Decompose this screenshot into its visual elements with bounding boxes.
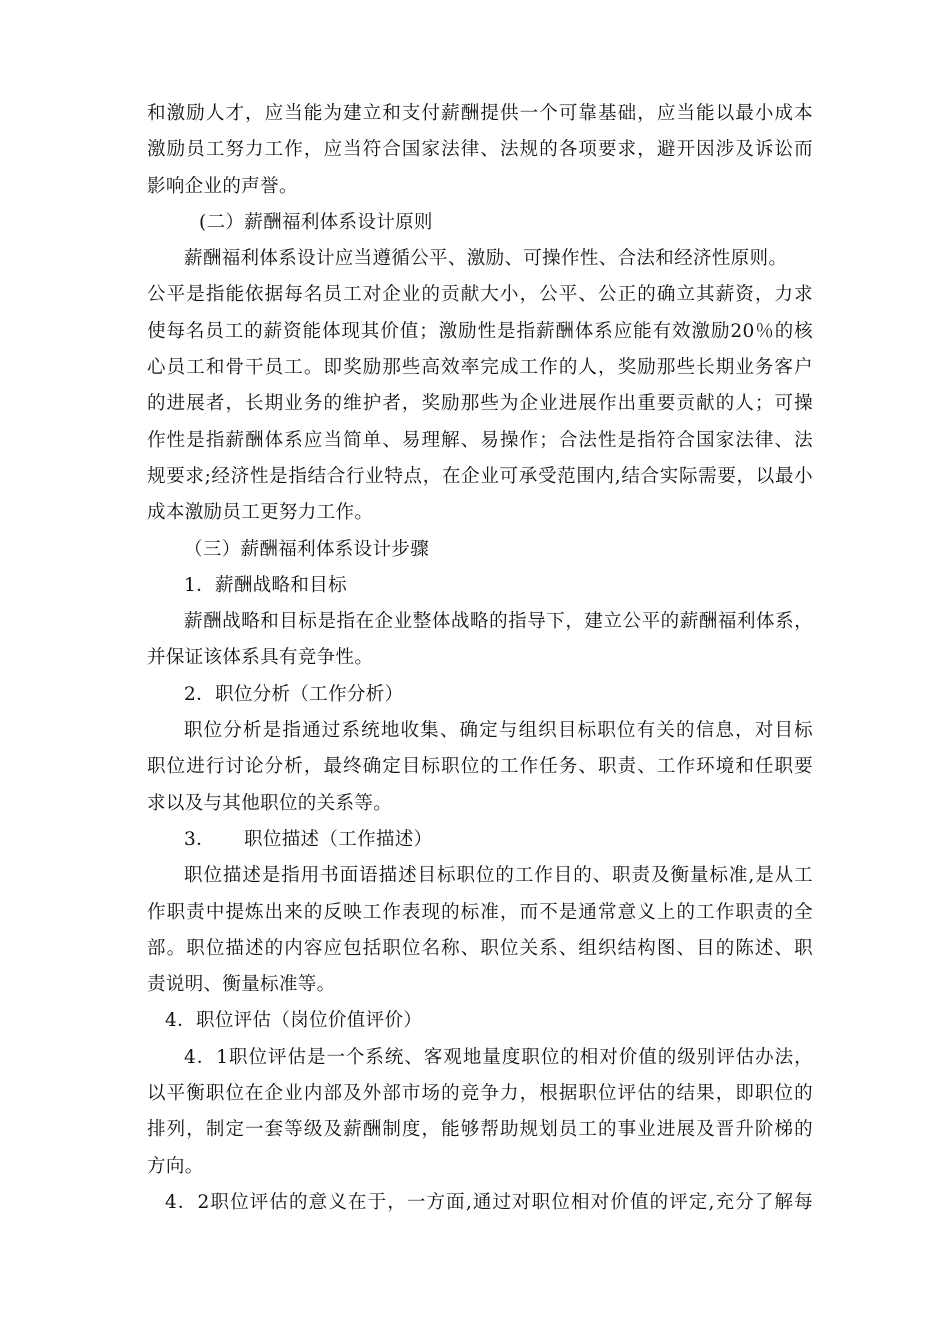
paragraph-line: 以平衡职位在企业内部及外部市场的竞争力，根据职位评估的结果，即职位的 — [147, 1083, 813, 1105]
paragraph-line: 影响企业的声誉。 — [147, 175, 298, 197]
paragraph-line: 并保证该体系具有竞争性。 — [147, 647, 374, 669]
document-body — [147, 96, 813, 1221]
paragraph-line: 职位进行讨论分析，最终确定目标职位的工作任务、职责、工作环境和任职要 — [147, 756, 813, 778]
subsection-heading: 1．薪酬战略和目标 — [184, 574, 347, 596]
paragraph-line: 作职责中提炼出来的反映工作表现的标准，而不是通常意义上的工作职责的全 — [147, 901, 813, 923]
paragraph-line: 激励员工努力工作，应当符合国家法律、法规的各项要求，避开因涉及诉讼而 — [147, 139, 813, 161]
paragraph-line: 薪酬战略和目标是指在企业整体战略的指导下，建立公平的薪酬福利体系， — [184, 611, 813, 633]
paragraph-line: 和激励人才，应当能为建立和支付薪酬提供一个可靠基础，应当能以最小成本 — [147, 103, 813, 124]
paragraph-line: 部。职位描述的内容应包括职位名称、职位关系、组织结构图、目的陈述、职 — [147, 937, 813, 959]
paragraph-line: 方向。 — [147, 1155, 204, 1177]
paragraph-line: 4．1职位评估是一个系统、客观地量度职位的相对价值的级别评估办法， — [184, 1046, 813, 1068]
section-heading: （三）薪酬福利体系设计步骤 — [184, 538, 430, 560]
paragraph-line: 薪酬福利体系设计应当遵循公平、激励、可操作性、合法和经济性原则。 — [184, 248, 788, 270]
paragraph-line: 作性是指薪酬体系应当简单、易理解、易操作；合法性是指符合国家法律、法 — [147, 429, 813, 451]
paragraph-line: 4．2职位评估的意义在于，一方面,通过对职位相对价值的评定,充分了解每 — [165, 1191, 813, 1213]
paragraph-line: 规要求;经济性是指结合行业特点，在企业可承受范围内,结合实际需要，以最小 — [147, 465, 813, 487]
paragraph-line: 成本激励员工更努力工作。 — [147, 502, 374, 524]
paragraph-line: 心员工和骨干员工。即奖励那些高效率完成工作的人，奖励那些长期业务客户 — [147, 357, 813, 379]
paragraph-line: 使每名员工的薪资能体现其价值；激励性是指薪酬体系应能有效激励20％的核 — [147, 320, 813, 342]
subsection-heading: 2．职位分析（工作分析） — [184, 683, 404, 705]
paragraph-line: 求以及与其他职位的关系等。 — [147, 792, 393, 814]
section-heading: (二）薪酬福利体系设计原则 — [199, 211, 433, 233]
subsection-heading — [147, 822, 813, 858]
paragraph-line: 职位分析是指通过系统地收集、确定与组织目标职位有关的信息，对目标 — [184, 720, 813, 742]
subsection-title: 职位描述（工作描述） — [244, 828, 433, 850]
paragraph-line: 责说明、衡量标准等。 — [147, 974, 336, 996]
subsection-heading: 4．职位评估（岗位价值评价） — [165, 1010, 423, 1032]
paragraph-line: 的进展者，长期业务的维护者，奖励那些为企业进展作出重要贡献的人；可操 — [147, 393, 813, 415]
paragraph-line: 公平是指能依据每名员工对企业的贡献大小，公平、公正的确立其薪资，力求 — [147, 284, 813, 306]
subsection-number: 3． — [184, 828, 215, 850]
paragraph-line: 职位描述是指用书面语描述目标职位的工作目的、职责及衡量标准,是从工 — [184, 865, 813, 887]
paragraph-line: 排列，制定一套等级及薪酬制度，能够帮助规划员工的事业进展及晋升阶梯的 — [147, 1119, 813, 1141]
